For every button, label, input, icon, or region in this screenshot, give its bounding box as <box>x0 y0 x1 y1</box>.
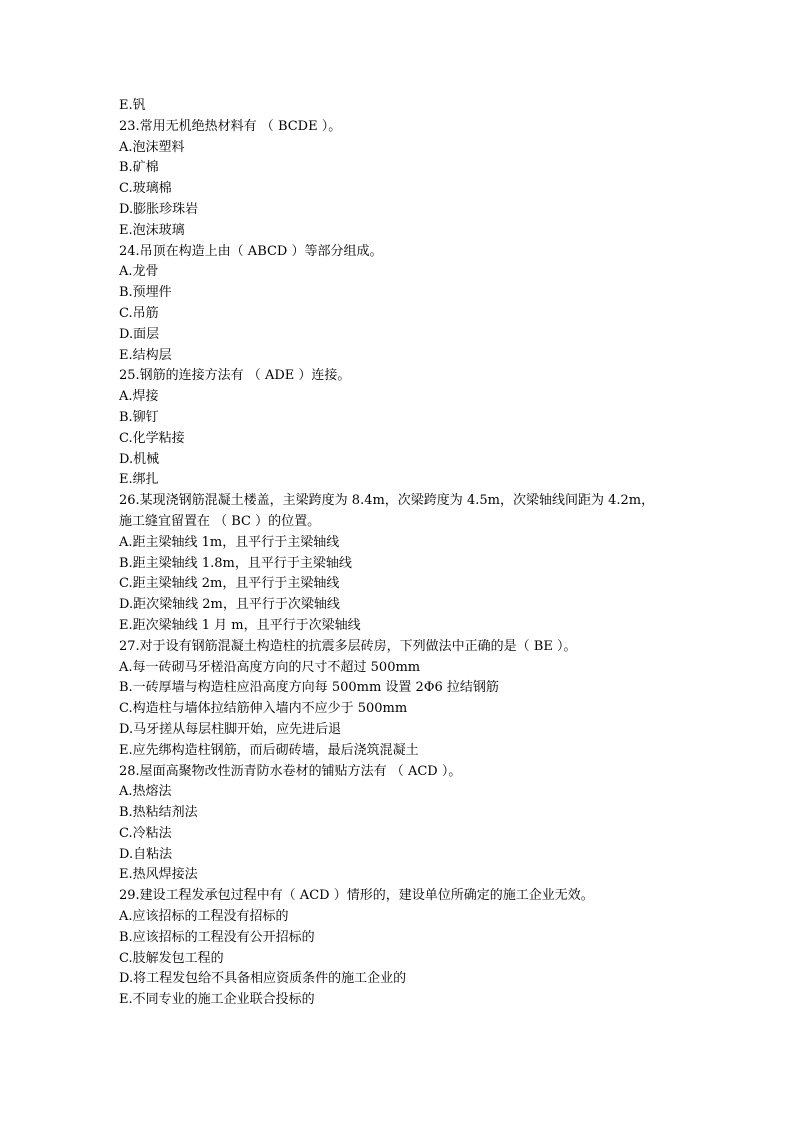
text-line: E.泡沫玻璃 <box>119 222 185 238</box>
text-line: 27.对于设有钢筋混凝土构造柱的抗震多层砖房，下列做法中正确的是（ BE ）。 <box>119 638 577 654</box>
text-line: B.矿棉 <box>119 160 159 176</box>
text-line: D.自粘法 <box>119 846 173 862</box>
text-line: E.不同专业的施工企业联合投标的 <box>119 992 315 1008</box>
text-line: C.构造柱与墙体拉结筋伸入墙内不应少于 500mm <box>119 701 408 717</box>
text-line: A.应该招标的工程没有招标的 <box>119 909 289 925</box>
text-line: A.泡沫塑料 <box>119 139 185 155</box>
text-line: C.肢解发包工程的 <box>119 950 224 966</box>
text-line: B.应该招标的工程没有公开招标的 <box>119 929 315 945</box>
text-line: A.热熔法 <box>119 784 172 800</box>
text-line: A.每一砖砌马牙槎沿高度方向的尺寸不超过 500mm <box>119 659 421 675</box>
text-line: 25.钢筋的连接方法有 （ ADE ）连接。 <box>119 368 351 384</box>
text-line: C.化学粘接 <box>119 430 185 446</box>
text-line: A.距主梁轴线 1m，且平行于主梁轴线 <box>119 534 340 550</box>
text-line: B.预埋件 <box>119 285 172 301</box>
text-line: 26.某现浇钢筋混凝土楼盖，主梁跨度为 8.4m，次梁跨度为 4.5m，次梁轴线间距为 4.2m， <box>119 493 655 509</box>
text-line: E.应先绑构造柱钢筋，而后砌砖墙，最后浇筑混凝土 <box>119 742 419 758</box>
text-line: E.结构层 <box>119 347 172 363</box>
text-line: D.机械 <box>119 451 160 467</box>
text-line: D.将工程发包给不具备相应资质条件的施工企业的 <box>119 971 407 987</box>
text-line: A.焊接 <box>119 389 159 405</box>
text-line: 23.常用无机绝热材料有 （ BCDE ）。 <box>119 118 342 134</box>
text-line: D.距次梁轴线 2m，且平行于次梁轴线 <box>119 597 340 613</box>
text-line: D.马牙搓从每层柱脚开始，应先进后退 <box>119 721 342 737</box>
text-line: 29.建设工程发承包过程中有（ ACD ）情形的，建设单位所确定的施工企业无效。 <box>119 888 594 904</box>
document-body <box>119 96 719 1011</box>
text-line: E.热风焊接法 <box>119 867 198 883</box>
text-line: D.面层 <box>119 326 160 342</box>
text-line: B.一砖厚墙与构造柱应沿高度方向每 500mm 设置 2Φ6 拉结钢筋 <box>119 680 499 696</box>
text-line: C.吊筋 <box>119 305 159 321</box>
text-line: 施工缝宜留置在 （ BC ）的位置。 <box>119 513 321 529</box>
text-line: C.冷粘法 <box>119 825 172 841</box>
text-line: E.绑扎 <box>119 472 159 488</box>
text-line: C.玻璃棉 <box>119 181 172 197</box>
text-line: 28.屋面高聚物改性沥青防水卷材的铺贴方法有 （ ACD ）。 <box>119 763 462 779</box>
text-line: E.钒 <box>119 98 146 113</box>
text-line: E.距次梁轴线 1 月 m，且平行于次梁轴线 <box>119 617 361 633</box>
text-line: 24.吊顶在构造上由（ ABCD ）等部分组成。 <box>119 243 383 259</box>
text-line: C.距主梁轴线 2m，且平行于主梁轴线 <box>119 576 340 592</box>
text-line: B.热粘结剂法 <box>119 805 198 821</box>
text-line: B.铆钉 <box>119 409 159 425</box>
text-line: B.距主梁轴线 1.8m，且平行于主梁轴线 <box>119 555 352 571</box>
text-line: D.膨胀珍珠岩 <box>119 201 199 217</box>
text-line: A.龙骨 <box>119 264 159 280</box>
